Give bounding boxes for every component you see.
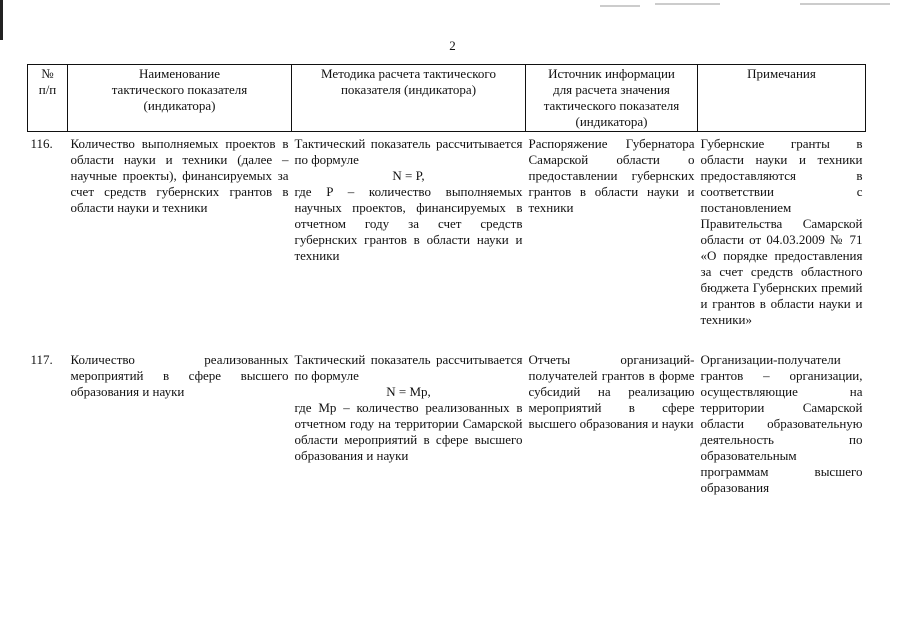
method-where: где Mр – количество реализованных в отчетном году на территории Самарской области мероприятий в сфере высшего образования и науки xyxy=(294,400,523,463)
table-row xyxy=(28,352,866,496)
method-intro: Тактический показатель рассчитывается по формуле xyxy=(294,352,523,383)
notes: Губернские гранты в области науки и техники предоставляются в соответствии с постановлением Правительства Самарской области от 04.03.2009 № 71 «О порядке предоставления за счет средств областного бюджета Губернских премий и грантов в области науки и техники» xyxy=(700,136,863,327)
page-number: 2 xyxy=(449,38,456,53)
indicator-table xyxy=(27,64,866,496)
calculation-method xyxy=(292,132,526,329)
row-number: 117. xyxy=(30,352,53,367)
row-number: 116. xyxy=(30,136,53,151)
information-source: Отчеты организаций-получателей грантов в форме субсидий на реализацию мероприятий в сфере высшего образования и науки xyxy=(528,352,695,431)
header-name: Наименование тактического показателя (индикатора) xyxy=(68,65,292,132)
formula: N = P, xyxy=(392,168,425,183)
header-notes: Примечания xyxy=(698,65,866,132)
scan-artifact-lines xyxy=(0,0,905,20)
information-source: Распоряжение Губернатора Самарской области о предоставлении губернских грантов в области науки и техники xyxy=(528,136,695,215)
formula: N = Mр, xyxy=(386,384,431,399)
method-where: где P – количество выполняемых научных проектов, финансируемых в отчетном году за счет средств губернских грантов в области науки и техники xyxy=(294,184,523,263)
header-num: № п/п xyxy=(28,65,68,132)
notes: Организации-получатели грантов – организации, осуществляющие на территории Самарской области образовательную деятельность по образовательным программам высшего образования xyxy=(700,352,863,495)
calculation-method xyxy=(292,352,526,496)
method-intro: Тактический показатель рассчитывается по формуле xyxy=(294,136,523,167)
table-row xyxy=(28,132,866,329)
header-source: Источник информации для расчета значения тактического показателя (индикатора) xyxy=(526,65,698,132)
header-method: Методика расчета тактического показателя (индикатора) xyxy=(292,65,526,132)
indicator-name: Количество реализованных мероприятий в сфере высшего образования и науки xyxy=(70,352,289,399)
table-header xyxy=(28,65,866,132)
row-spacer xyxy=(28,328,866,352)
indicator-name: Количество выполняемых проектов в области науки и техники (далее – научные проекты), финансируемых за счет средств губернских грантов в области науки и техники xyxy=(70,136,289,215)
